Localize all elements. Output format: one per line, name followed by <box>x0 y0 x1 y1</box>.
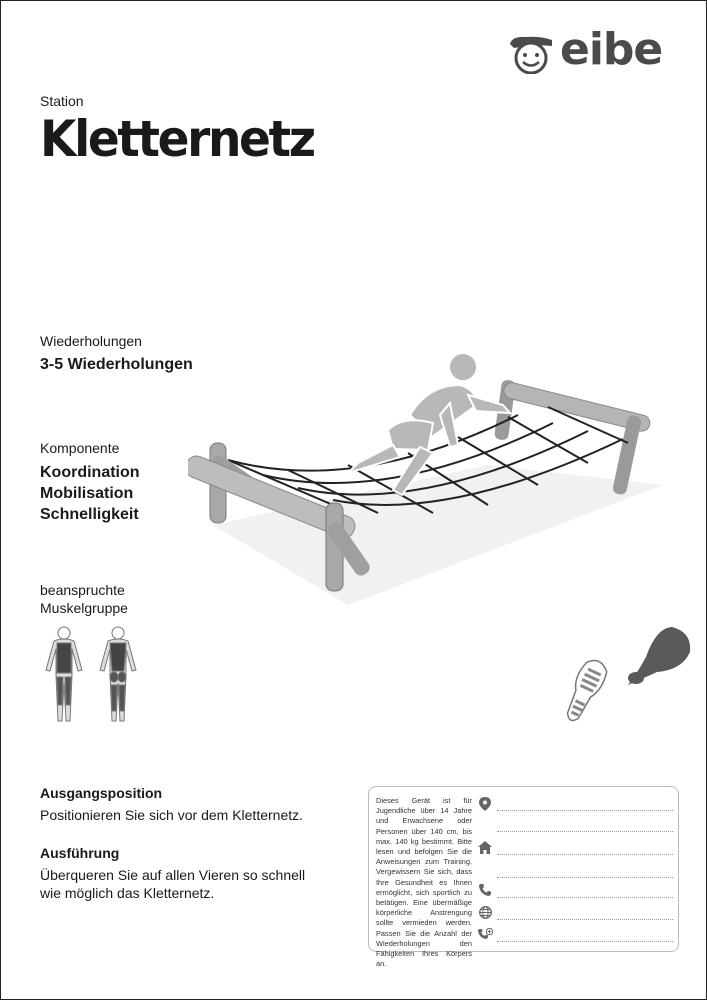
execution-heading: Ausführung <box>40 845 120 861</box>
location-pin-icon <box>477 797 493 813</box>
component-item: Schnelligkeit <box>40 506 139 523</box>
info-row-blank <box>477 862 673 882</box>
muscle-group-diagram <box>38 625 146 723</box>
safety-disclaimer: Dieses Gerät ist für Jugendliche über 14 Jahre und Erwachsene oder Personen über 140 cm, bis max. 140 kg bestimmt. Bitte lesen und befolgen Sie die Anweisungen zum Training. Vergewissern Sie sich, dass Ihre Gesundheit es Ihnen ermöglicht, sich sportlich zu betätigen. Eine übermäßige körperliche Anstrengung sollte vermieden werden. Passen Sie die Anzahl der Wiederholungen den Fähigkeiten Ihres Körpers an. <box>376 796 472 969</box>
info-row-web <box>477 904 673 924</box>
entry-line <box>497 831 673 832</box>
component-item: Koordination <box>40 464 140 481</box>
footprints-icon <box>552 622 697 737</box>
execution-text: Überqueren Sie auf allen Vieren so schnell <box>40 867 306 883</box>
home-icon <box>477 841 493 857</box>
emergency-call-icon <box>477 928 493 944</box>
info-row-phone <box>477 882 673 902</box>
components-label: Komponente <box>40 440 120 456</box>
phone-icon <box>477 884 493 900</box>
entry-line <box>497 919 673 920</box>
repetitions-value: 3-5 Wiederholungen <box>40 356 193 373</box>
body-front <box>46 627 82 721</box>
info-row-location <box>477 795 673 815</box>
muscles-label: Muskelgruppe <box>40 600 128 616</box>
start-position-text: Positionieren Sie sich vor dem Kletternetz. <box>40 807 304 823</box>
logo-text: eibe <box>560 24 663 75</box>
entry-line <box>497 810 673 811</box>
info-row-home <box>477 839 673 859</box>
face-logo-icon <box>506 34 556 74</box>
entry-line <box>497 941 673 942</box>
info-row-blank <box>477 816 673 836</box>
start-position-heading: Ausgangsposition <box>40 785 163 801</box>
station-label: Station <box>40 93 84 109</box>
muscles-label: beanspruchte <box>40 582 125 598</box>
page-title: Kletternetz <box>40 110 314 168</box>
eibe-logo <box>506 24 678 80</box>
info-row-emergency <box>477 926 673 946</box>
entry-line <box>497 877 673 878</box>
entry-line <box>497 854 673 855</box>
repetitions-label: Wiederholungen <box>40 333 142 349</box>
component-item: Mobilisation <box>40 485 134 502</box>
entry-line <box>497 897 673 898</box>
execution-text: wie möglich das Kletternetz. <box>40 885 215 901</box>
globe-icon <box>477 906 493 922</box>
climbing-net-illustration <box>188 345 668 615</box>
body-back <box>100 627 136 721</box>
info-box <box>368 786 679 969</box>
